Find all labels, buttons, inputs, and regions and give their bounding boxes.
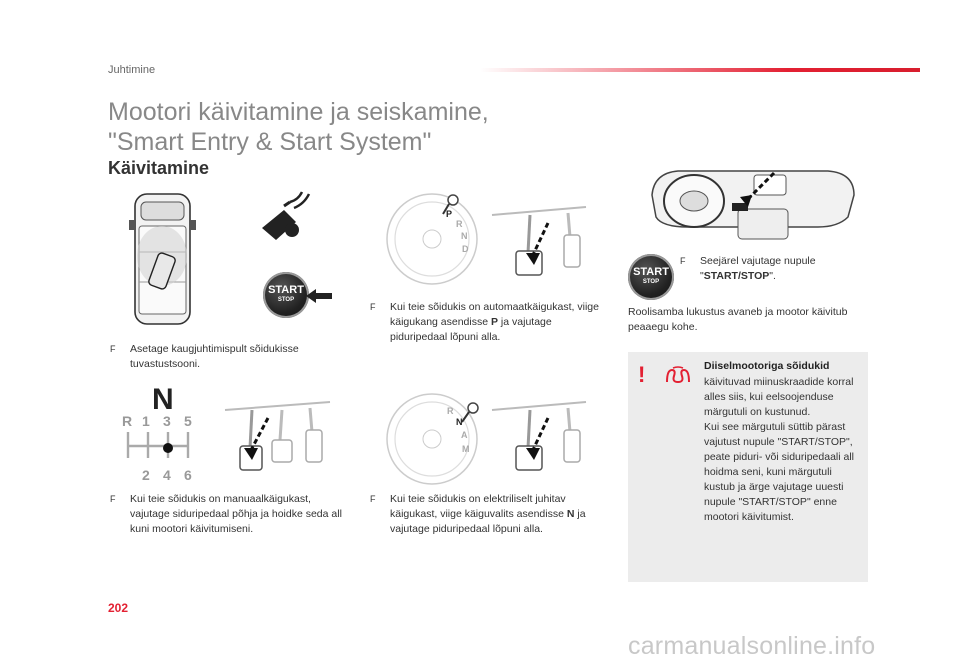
auto-gear-letters xyxy=(385,192,480,287)
step-remote xyxy=(110,342,330,372)
step-auto-bold: P xyxy=(491,316,499,328)
diesel-note-body: käivituvad miinuskraadide korral alles siis, kui eelsoojenduse märgutuli on kustunud. Kui see märgutuli süttib pärast vajutust nupule "START/STOP", peate piduri- või siduripedaali all hoidma seni, kuni märgutuli kustub ja ärge vajutage uuesti nupule "START/STOP" enne mootori käivitumist. xyxy=(704,376,855,523)
key-fob-icon xyxy=(254,190,314,245)
step-remote-text: Asetage kaugjuhtimispult sõidukisse tuvastustsooni. xyxy=(130,343,299,370)
gear-neutral-label: N xyxy=(152,383,174,416)
gear-r: R xyxy=(447,406,454,416)
section-label: Juhtimine xyxy=(108,64,156,76)
step-auto-post: ja vajutage piduripedaal lõpuni alla. xyxy=(390,316,552,343)
arrow-left-icon xyxy=(304,286,334,306)
gear-r: R xyxy=(122,413,133,429)
step-electric-bold: N xyxy=(566,508,575,520)
warning-icon: ! xyxy=(638,362,646,387)
start-label: START xyxy=(633,266,669,278)
gear-m: M xyxy=(462,444,470,454)
clutch-pedal-illustration xyxy=(220,400,340,480)
page-number: 202 xyxy=(108,601,129,615)
gear-n: N xyxy=(461,231,468,241)
gear-a: A xyxy=(461,430,468,440)
start-label: START xyxy=(268,284,304,296)
step-press-bold: START/STOP xyxy=(703,270,770,282)
step-manual-text: Kui teie sõidukis on manuaalkäigukast, vajutage siduripedaal põhja ja hoidke seda all kuni mootori käivitumiseni. xyxy=(130,493,342,535)
stop-label: STOP xyxy=(642,279,660,285)
bullet-icon: F xyxy=(110,344,116,354)
step-auto xyxy=(370,300,600,345)
step-electric xyxy=(370,492,610,537)
section-subtitle: Käivitamine xyxy=(108,158,210,178)
start-stop-button xyxy=(263,272,309,318)
step-press-text xyxy=(680,254,850,284)
step-electric-text xyxy=(370,492,610,537)
brake-pedal-illustration xyxy=(490,205,590,285)
step-press-pre: Seejärel vajutage nupule " xyxy=(700,255,816,282)
step-press-post: ". xyxy=(769,270,776,282)
page-title xyxy=(108,97,489,157)
gear-2: 2 xyxy=(142,467,150,483)
step-press xyxy=(680,254,850,284)
bullet-icon: F xyxy=(110,494,116,504)
bullet-icon: F xyxy=(370,302,376,312)
step-electric-pre: Kui teie sõidukis on elektriliselt juhitav käigukast, viige käiguvalits asendisse xyxy=(390,493,567,520)
electric-gear-letters xyxy=(385,392,480,487)
gear-d: D xyxy=(462,244,469,254)
dashboard-illustration xyxy=(648,165,858,245)
step-auto-text xyxy=(370,300,600,345)
gear-4: 4 xyxy=(163,467,171,483)
steering-unlock-text: Roolisamba lukustus avaneb ja mootor käivitub peaaegu kohe. xyxy=(628,306,848,333)
stop-label: STOP xyxy=(277,297,295,303)
gear-3: 3 xyxy=(163,413,171,429)
start-stop-button-2 xyxy=(628,254,674,300)
gear-5: 5 xyxy=(184,413,192,429)
diesel-note-title: Diiselmootoriga sõidukid xyxy=(704,360,830,372)
watermark: carmanualsonline.info xyxy=(628,632,876,660)
title-line-2: "Smart Entry & Start System" xyxy=(108,128,432,156)
gear-r: R xyxy=(456,219,463,229)
gear-1: 1 xyxy=(142,413,150,429)
brake-pedal-illustration-2 xyxy=(490,400,590,480)
step-electric-post: ja vajutage piduripedaal lõpuni alla. xyxy=(390,508,586,535)
gear-6: 6 xyxy=(184,467,192,483)
gear-p: P xyxy=(446,209,453,219)
header-accent-bar xyxy=(480,68,920,72)
bullet-icon: F xyxy=(370,494,376,504)
step-auto-pre: Kui teie sõidukis on automaatkäigukast, viige käigukang asendisse xyxy=(390,301,599,328)
van-top-view-illustration xyxy=(125,192,200,327)
step-manual xyxy=(110,492,350,537)
glow-plug-icon xyxy=(664,366,692,384)
gear-n: N xyxy=(456,417,463,427)
bullet-icon: F xyxy=(680,256,686,266)
title-line-1: Mootori käivitamine ja seiskamine, xyxy=(108,98,489,126)
